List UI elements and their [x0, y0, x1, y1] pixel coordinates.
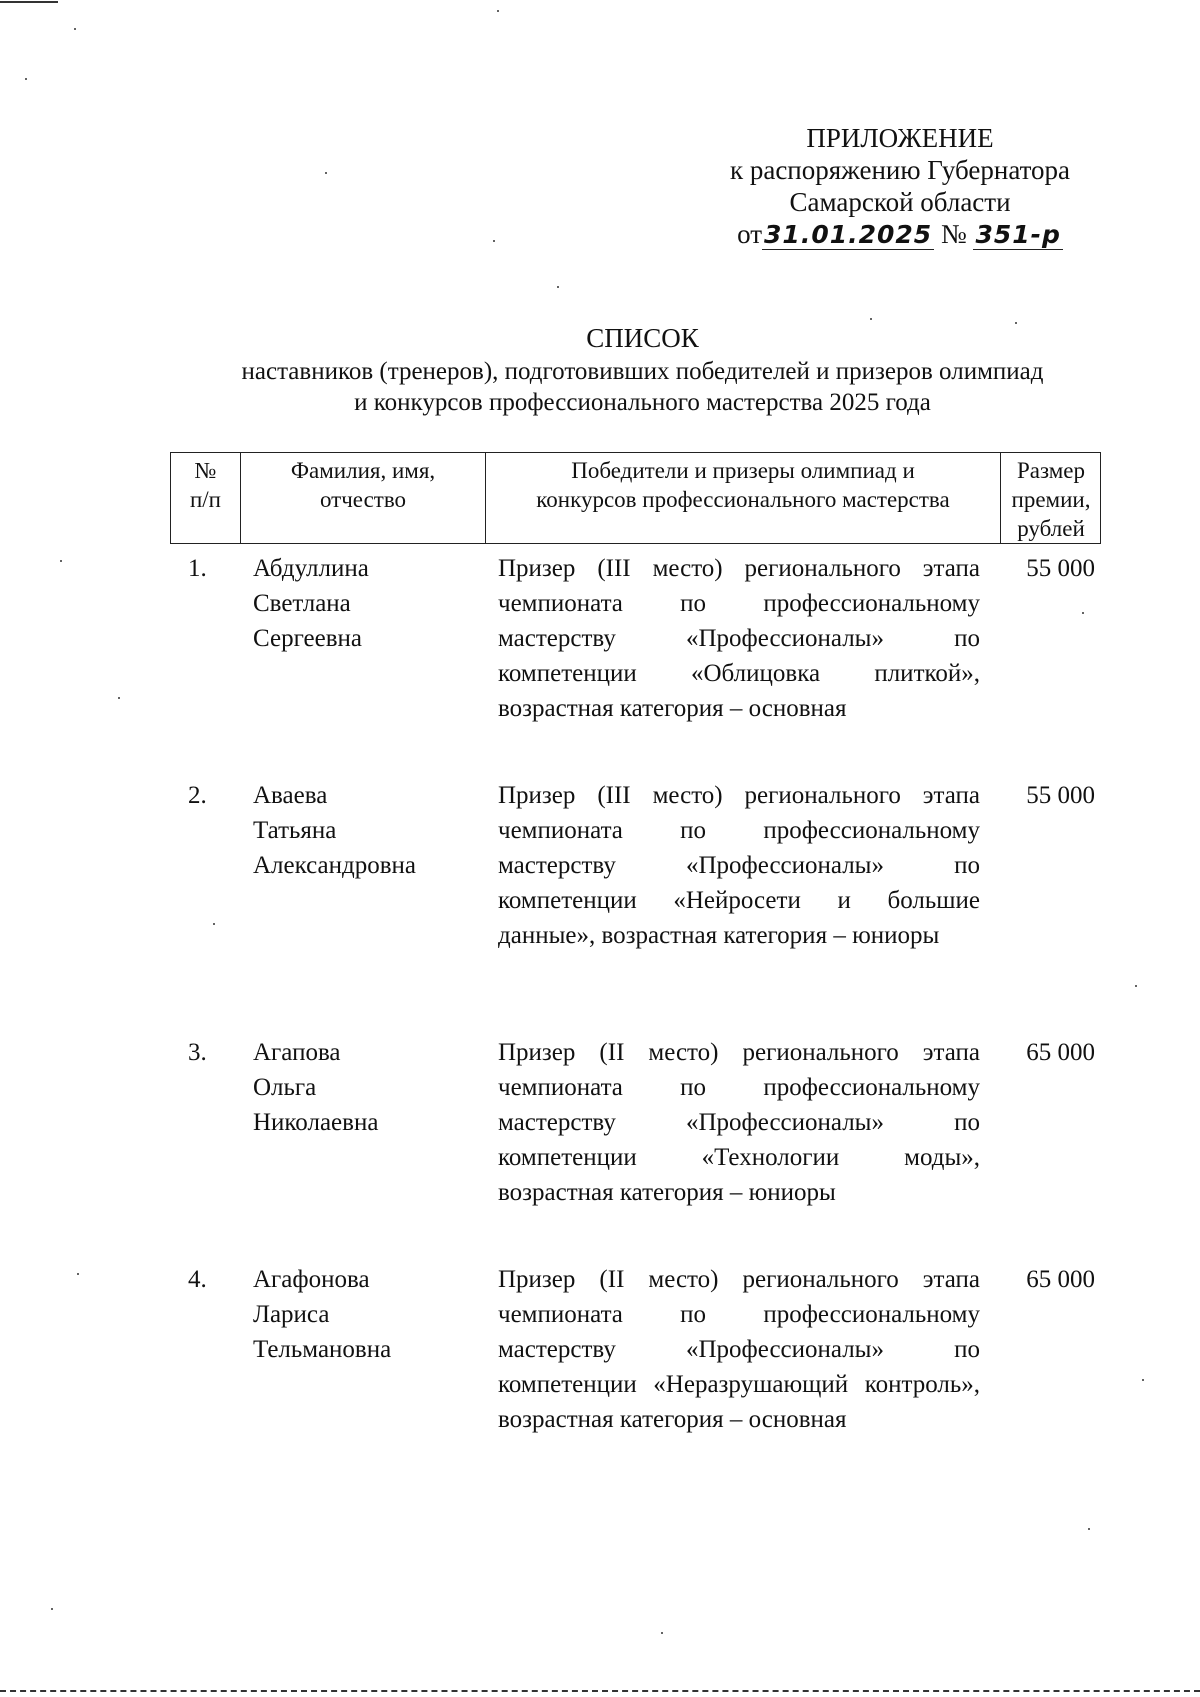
row-prize: 55 000 [1026, 555, 1095, 582]
row-prize: 65 000 [1026, 1039, 1095, 1066]
row-number: 2. [188, 782, 207, 809]
header-prize [1001, 453, 1101, 543]
surname: Агафонова [253, 1266, 370, 1293]
subtitle-line-1: наставников (тренеров), подготовивших победителей и призеров олимпиад [241, 358, 1044, 385]
table-header [170, 452, 1101, 544]
document-title: СПИСОК [586, 323, 699, 353]
row-number: 4. [188, 1266, 207, 1293]
header-num-line: № [194, 458, 217, 483]
scan-edge-mark [0, 1, 58, 3]
first-name: Татьяна [253, 817, 337, 844]
handwritten-date: 31.01.2025 [764, 220, 933, 249]
first-name: Ольга [253, 1074, 317, 1101]
row-name [253, 551, 473, 656]
header-winners [486, 453, 1001, 543]
surname: Абдуллина [253, 555, 369, 582]
header-name-line: Фамилия, имя, [290, 458, 436, 483]
row-number: 3. [188, 1039, 207, 1066]
patronymic: Николаевна [253, 1109, 379, 1136]
header-name-line: отчество [319, 487, 407, 512]
header-winners-line: Победители и призеры олимпиад и [571, 458, 915, 483]
header-prize-line: Размер [1016, 458, 1086, 483]
patronymic: Сергеевна [253, 625, 362, 652]
row-name [253, 1262, 473, 1367]
row-name [253, 1035, 473, 1140]
subtitle-line-2: и конкурсов профессионального мастерства 2025 года [354, 389, 931, 416]
row-number: 1. [188, 555, 207, 582]
header-num [171, 453, 241, 543]
row-description: Призер (III место) регионального этапа чемпионата по профессиональному мастерству «Профессионалы» по компетенции «Нейросети и большие данные», возрастная категория – юниоры [498, 782, 980, 949]
number-prefix: № [940, 219, 967, 249]
first-name: Лариса [253, 1301, 330, 1328]
row-description: Призер (II место) регионального этапа чемпионата по профессиональному мастерству «Профессионалы» по компетенции «Технологии моды», возрастная категория – юниоры [498, 1039, 980, 1206]
appendix-region: Самарской области [789, 187, 1011, 217]
header-name [241, 453, 486, 543]
header-winners-line: конкурсов профессионального мастерства [536, 487, 950, 512]
document-subtitle [170, 356, 1115, 418]
handwritten-number: 351-р [975, 220, 1061, 249]
row-description: Призер (II место) регионального этапа чемпионата по профессиональному мастерству «Профессионалы» по компетенции «Неразрушающий контроль», возрастная категория – основная [498, 1266, 980, 1433]
row-prize: 55 000 [1026, 782, 1095, 809]
header-num-line: п/п [189, 487, 221, 512]
row-prize: 65 000 [1026, 1266, 1095, 1293]
header-prize-line: рублей [1017, 516, 1085, 541]
header-prize-line: премии, [1011, 487, 1091, 512]
appendix-date-number [680, 218, 1120, 251]
surname: Агапова [253, 1039, 341, 1066]
row-description: Призер (III место) регионального этапа чемпионата по профессиональному мастерству «Профессионалы» по компетенции «Облицовка плиткой», возрастная категория – основная [498, 555, 980, 722]
patronymic: Александровна [253, 852, 417, 879]
first-name: Светлана [253, 590, 351, 617]
surname: Аваева [253, 782, 328, 809]
patronymic: Тельмановна [253, 1336, 392, 1363]
date-prefix: от [737, 219, 763, 249]
scan-edge-mark [0, 1690, 1200, 1692]
appendix-heading: ПРИЛОЖЕНИЕ [806, 123, 994, 153]
row-name [253, 778, 473, 883]
appendix-block [680, 122, 1120, 251]
appendix-reference: к распоряжению Губернатора [729, 155, 1071, 185]
